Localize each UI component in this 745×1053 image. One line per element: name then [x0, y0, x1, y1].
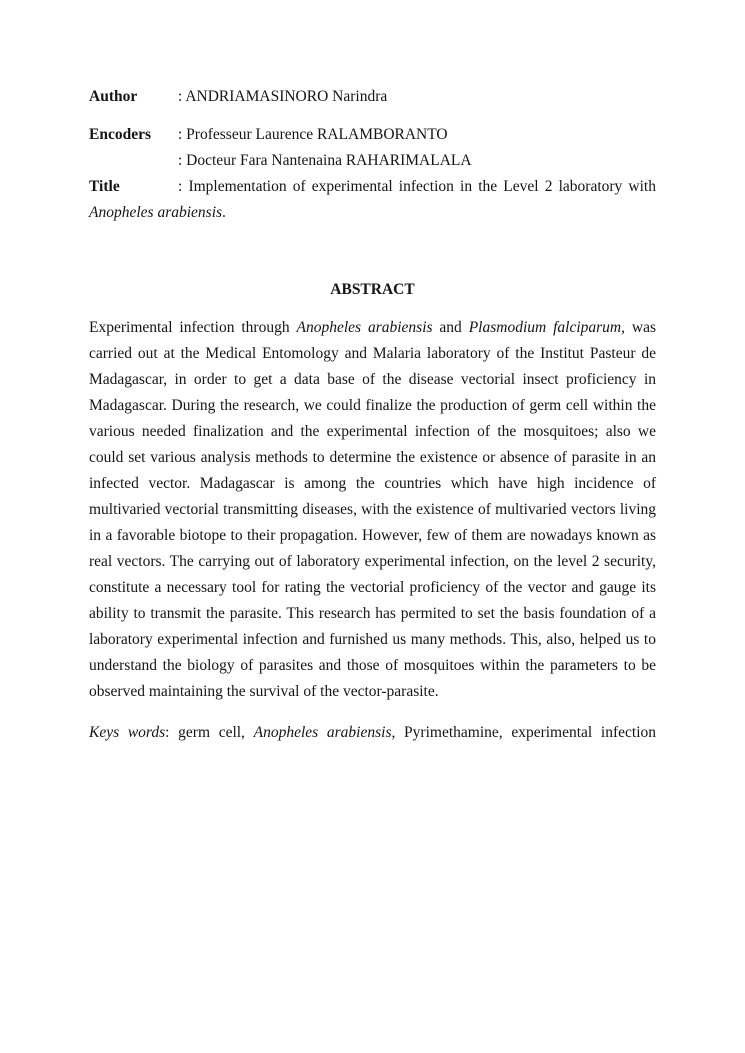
text-segment: and [432, 319, 469, 336]
author-row [89, 84, 656, 110]
text-segment: was carried out at the Medical Entomology and Malaria laboratory of the Institut Pasteur de Madagascar, in order to get a data base of the disease vectorial insect proficiency in Madagascar. During the research, we could finalize the production of germ cell within the various needed finalization and the experimental infection of the mosquitoes; also we could set various analysis methods to determine the existence or absence of parasite in an infected vector. Madagascar is among the countries which have high incidence of multivaried vectorial transmitting diseases, with the existence of multivaried vectors living in a favorable biotope to their propagation. However, few of them are nowadays known as real vectors. The carrying out of laboratory experimental infection, on the level 2 security, constitute a necessary tool for rating the vectorial proficiency of the vector and gauge its ability to transmit the parasite. This research has permited to set the basis foundation of a laboratory experimental infection and furnished us many methods. This, also, helped us to understand the biology of parasites and those of mosquitoes within the parameters to be observed maintaining the survival of the vector-parasite. [89, 319, 656, 700]
encoders-row-1 [89, 122, 656, 148]
abstract-body [89, 315, 656, 705]
text-segment: Experimental infection through [89, 319, 297, 336]
encoders-row-2 [89, 148, 656, 174]
text-segment: . [222, 204, 226, 221]
title-row [89, 174, 656, 226]
encoders-value-1: : Professeur Laurence RALAMBORANTO [178, 126, 448, 143]
metadata-section [89, 84, 656, 226]
abstract-heading: ABSTRACT [330, 281, 415, 298]
author-label: Author [89, 88, 138, 105]
text-segment: Anopheles arabiensis [89, 204, 223, 221]
text-segment: , Pyrimethamine, experimental infection [391, 724, 657, 741]
text-segment: : Implementation of experimental infection in the Level 2 laboratory with [178, 178, 656, 195]
text-segment: Anopheles arabiensis [296, 319, 433, 336]
text-segment: Keys words [89, 724, 166, 741]
keywords-line [89, 720, 656, 746]
encoders-value-2: : Docteur Fara Nantenaina RAHARIMALALA [178, 152, 472, 169]
title-label: Title [89, 178, 120, 195]
text-segment: Plasmodium falciparum, [468, 319, 625, 336]
author-value: : ANDRIAMASINORO Narindra [178, 88, 388, 105]
encoders-label: Encoders [89, 126, 151, 143]
text-segment: Anopheles arabiensis [253, 724, 392, 741]
text-segment: : germ cell, [165, 724, 254, 741]
